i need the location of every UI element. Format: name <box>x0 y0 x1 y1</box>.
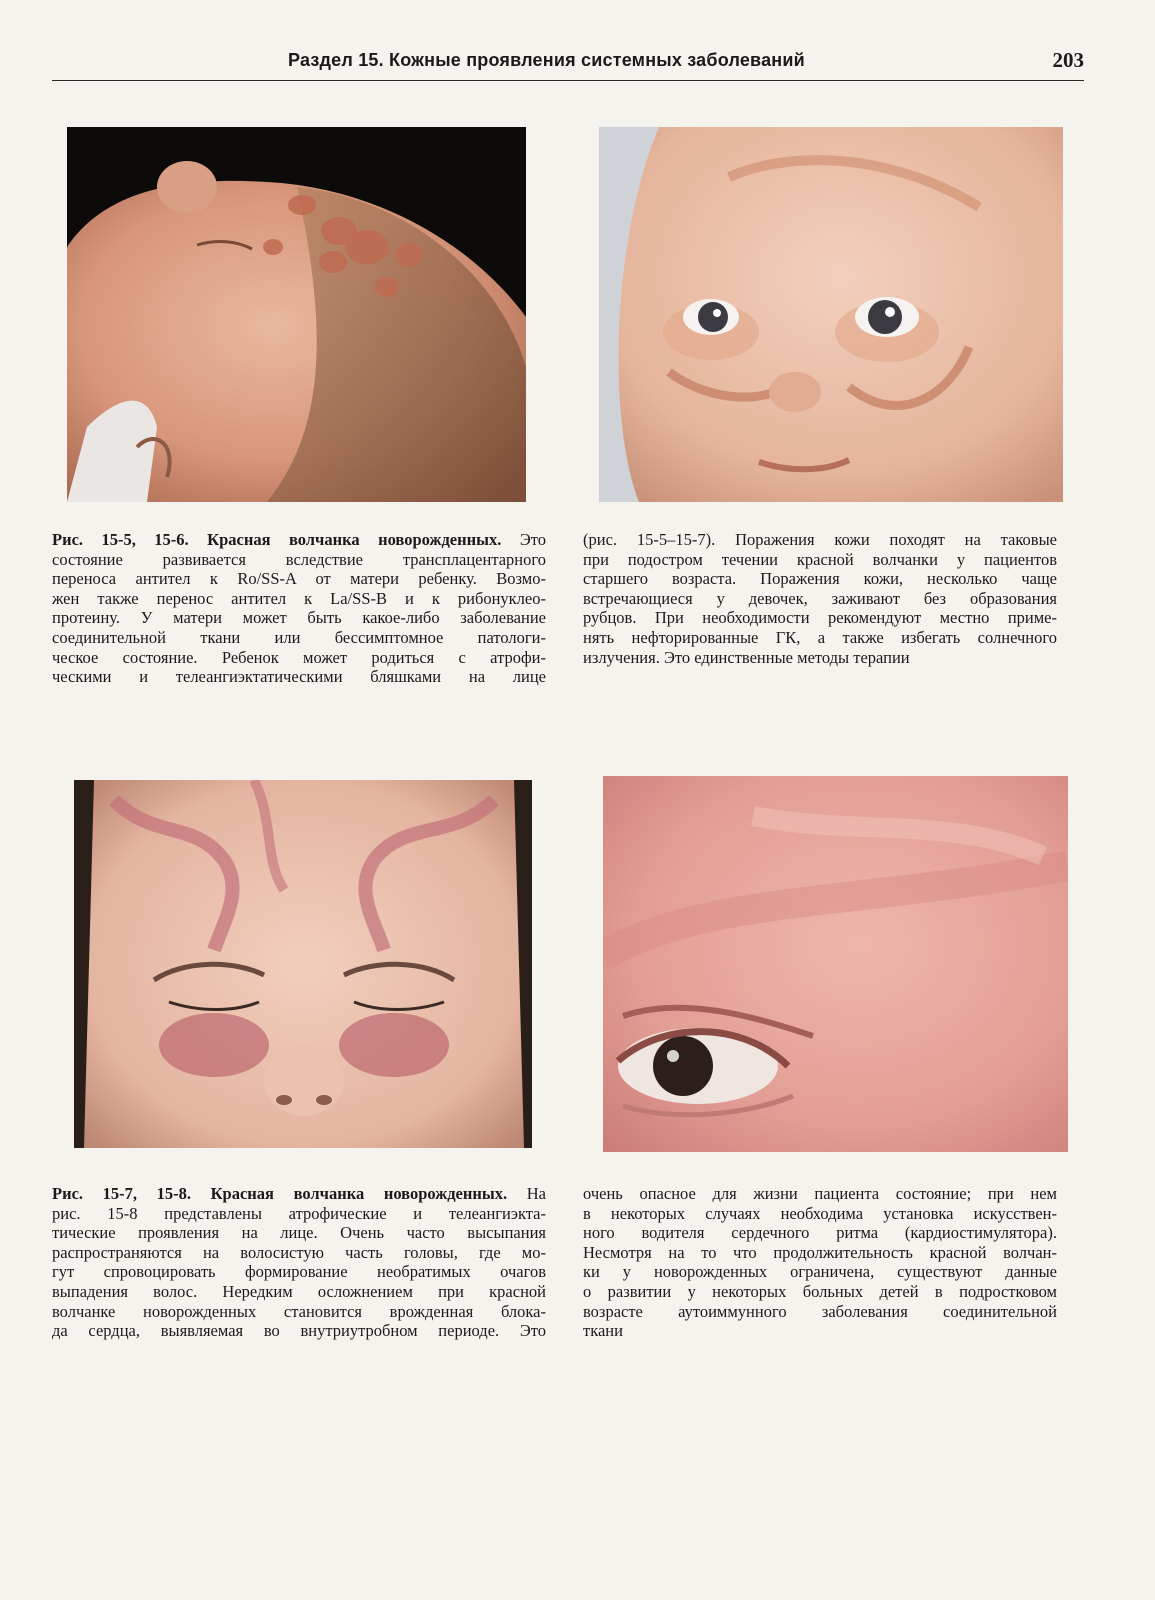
photo-eye-closeup <box>603 776 1068 1152</box>
body-line: о развитии у некоторых больных детей в подростковом <box>583 1281 1057 1301</box>
caption-line: Это <box>519 530 546 549</box>
caption-line: выпадения волос. Нередким осложнением при красной <box>52 1281 546 1301</box>
caption-label: Рис. 15-7, 15-8. Красная волчанка новорожденных. <box>52 1184 508 1203</box>
caption-line: да сердца, выявляемая во внутриутробном периоде. Это <box>52 1321 546 1341</box>
caption-line: жен также перенос антител к La/SS-B и к рибонуклео- <box>52 588 546 608</box>
caption-line: ческими и телеангиэктатическими бляшками на лице <box>52 667 546 687</box>
photo-child-forehead <box>74 780 532 1148</box>
body-line: встречающиеся у девочек, заживают без образования <box>583 588 1057 608</box>
caption-line: распространяются на волосистую часть головы, где мо- <box>52 1242 546 1262</box>
body-line: возрасте аутоиммунного заболевания соединительной <box>583 1301 1057 1321</box>
photo-newborn-profile <box>67 127 526 502</box>
body-line: ткани <box>583 1321 623 1341</box>
caption-line: ческое состояние. Ребенок может родиться с атрофи- <box>52 647 546 667</box>
caption-line: гут спровоцировать формирование необратимых очагов <box>52 1262 546 1282</box>
caption-line: протеину. У матери может быть какое-либо заболевание <box>52 608 546 628</box>
caption-line: переноса антител к Ro/SS-A от матери ребенку. Возмо- <box>52 569 546 589</box>
body-line: излучения. Это единственные методы терапии <box>583 647 910 667</box>
body-line: Несмотря на то что продолжительность красной волчан- <box>583 1242 1057 1262</box>
body-line: рубцов. При необходимости рекомендуют местно приме- <box>583 608 1057 628</box>
body-line: в некоторых случаях необходима установка искусствен- <box>583 1203 1057 1223</box>
caption-line: соединительной ткани или бессимптомное патологи- <box>52 627 546 647</box>
body-line: при подостром течении красной волчанки у пациентов <box>583 549 1057 569</box>
body-line: ки у новорожденных ограничена, существуют данные <box>583 1262 1057 1282</box>
caption-line: рис. 15-8 представлены атрофические и телеангиэкта- <box>52 1203 546 1223</box>
caption-label: Рис. 15-5, 15-6. Красная волчанка новорожденных. <box>52 530 502 549</box>
running-header <box>52 48 1084 81</box>
caption-line: На <box>526 1184 546 1203</box>
caption-line: тические проявления на лице. Очень часто высыпания <box>52 1223 546 1243</box>
caption-line: волчанке новорожденных становится врожденная блока- <box>52 1301 546 1321</box>
body-text-continuation-1 <box>583 530 1057 667</box>
body-line: ного водителя сердечного ритма (кардиостимулятора). <box>583 1223 1057 1243</box>
caption-line: состояние развивается вследствие трансплацентарного <box>52 549 546 569</box>
figure-caption-15-5-15-6 <box>52 530 546 687</box>
body-line: старшего возраста. Поражения кожи, несколько чаще <box>583 569 1057 589</box>
section-title: Раздел 15. Кожные проявления системных заболеваний <box>288 50 805 70</box>
page-number: 203 <box>1052 48 1084 72</box>
body-line: нять нефторированные ГК, а также избегать солнечного <box>583 627 1057 647</box>
body-line: (рис. 15-5–15-7). Поражения кожи походят на таковые <box>583 530 1057 549</box>
figure-caption-15-7-15-8 <box>52 1184 546 1341</box>
body-line: очень опасное для жизни пациента состояние; при нем <box>583 1184 1057 1203</box>
body-text-continuation-2 <box>583 1184 1057 1341</box>
photo-infant-face <box>599 127 1063 502</box>
